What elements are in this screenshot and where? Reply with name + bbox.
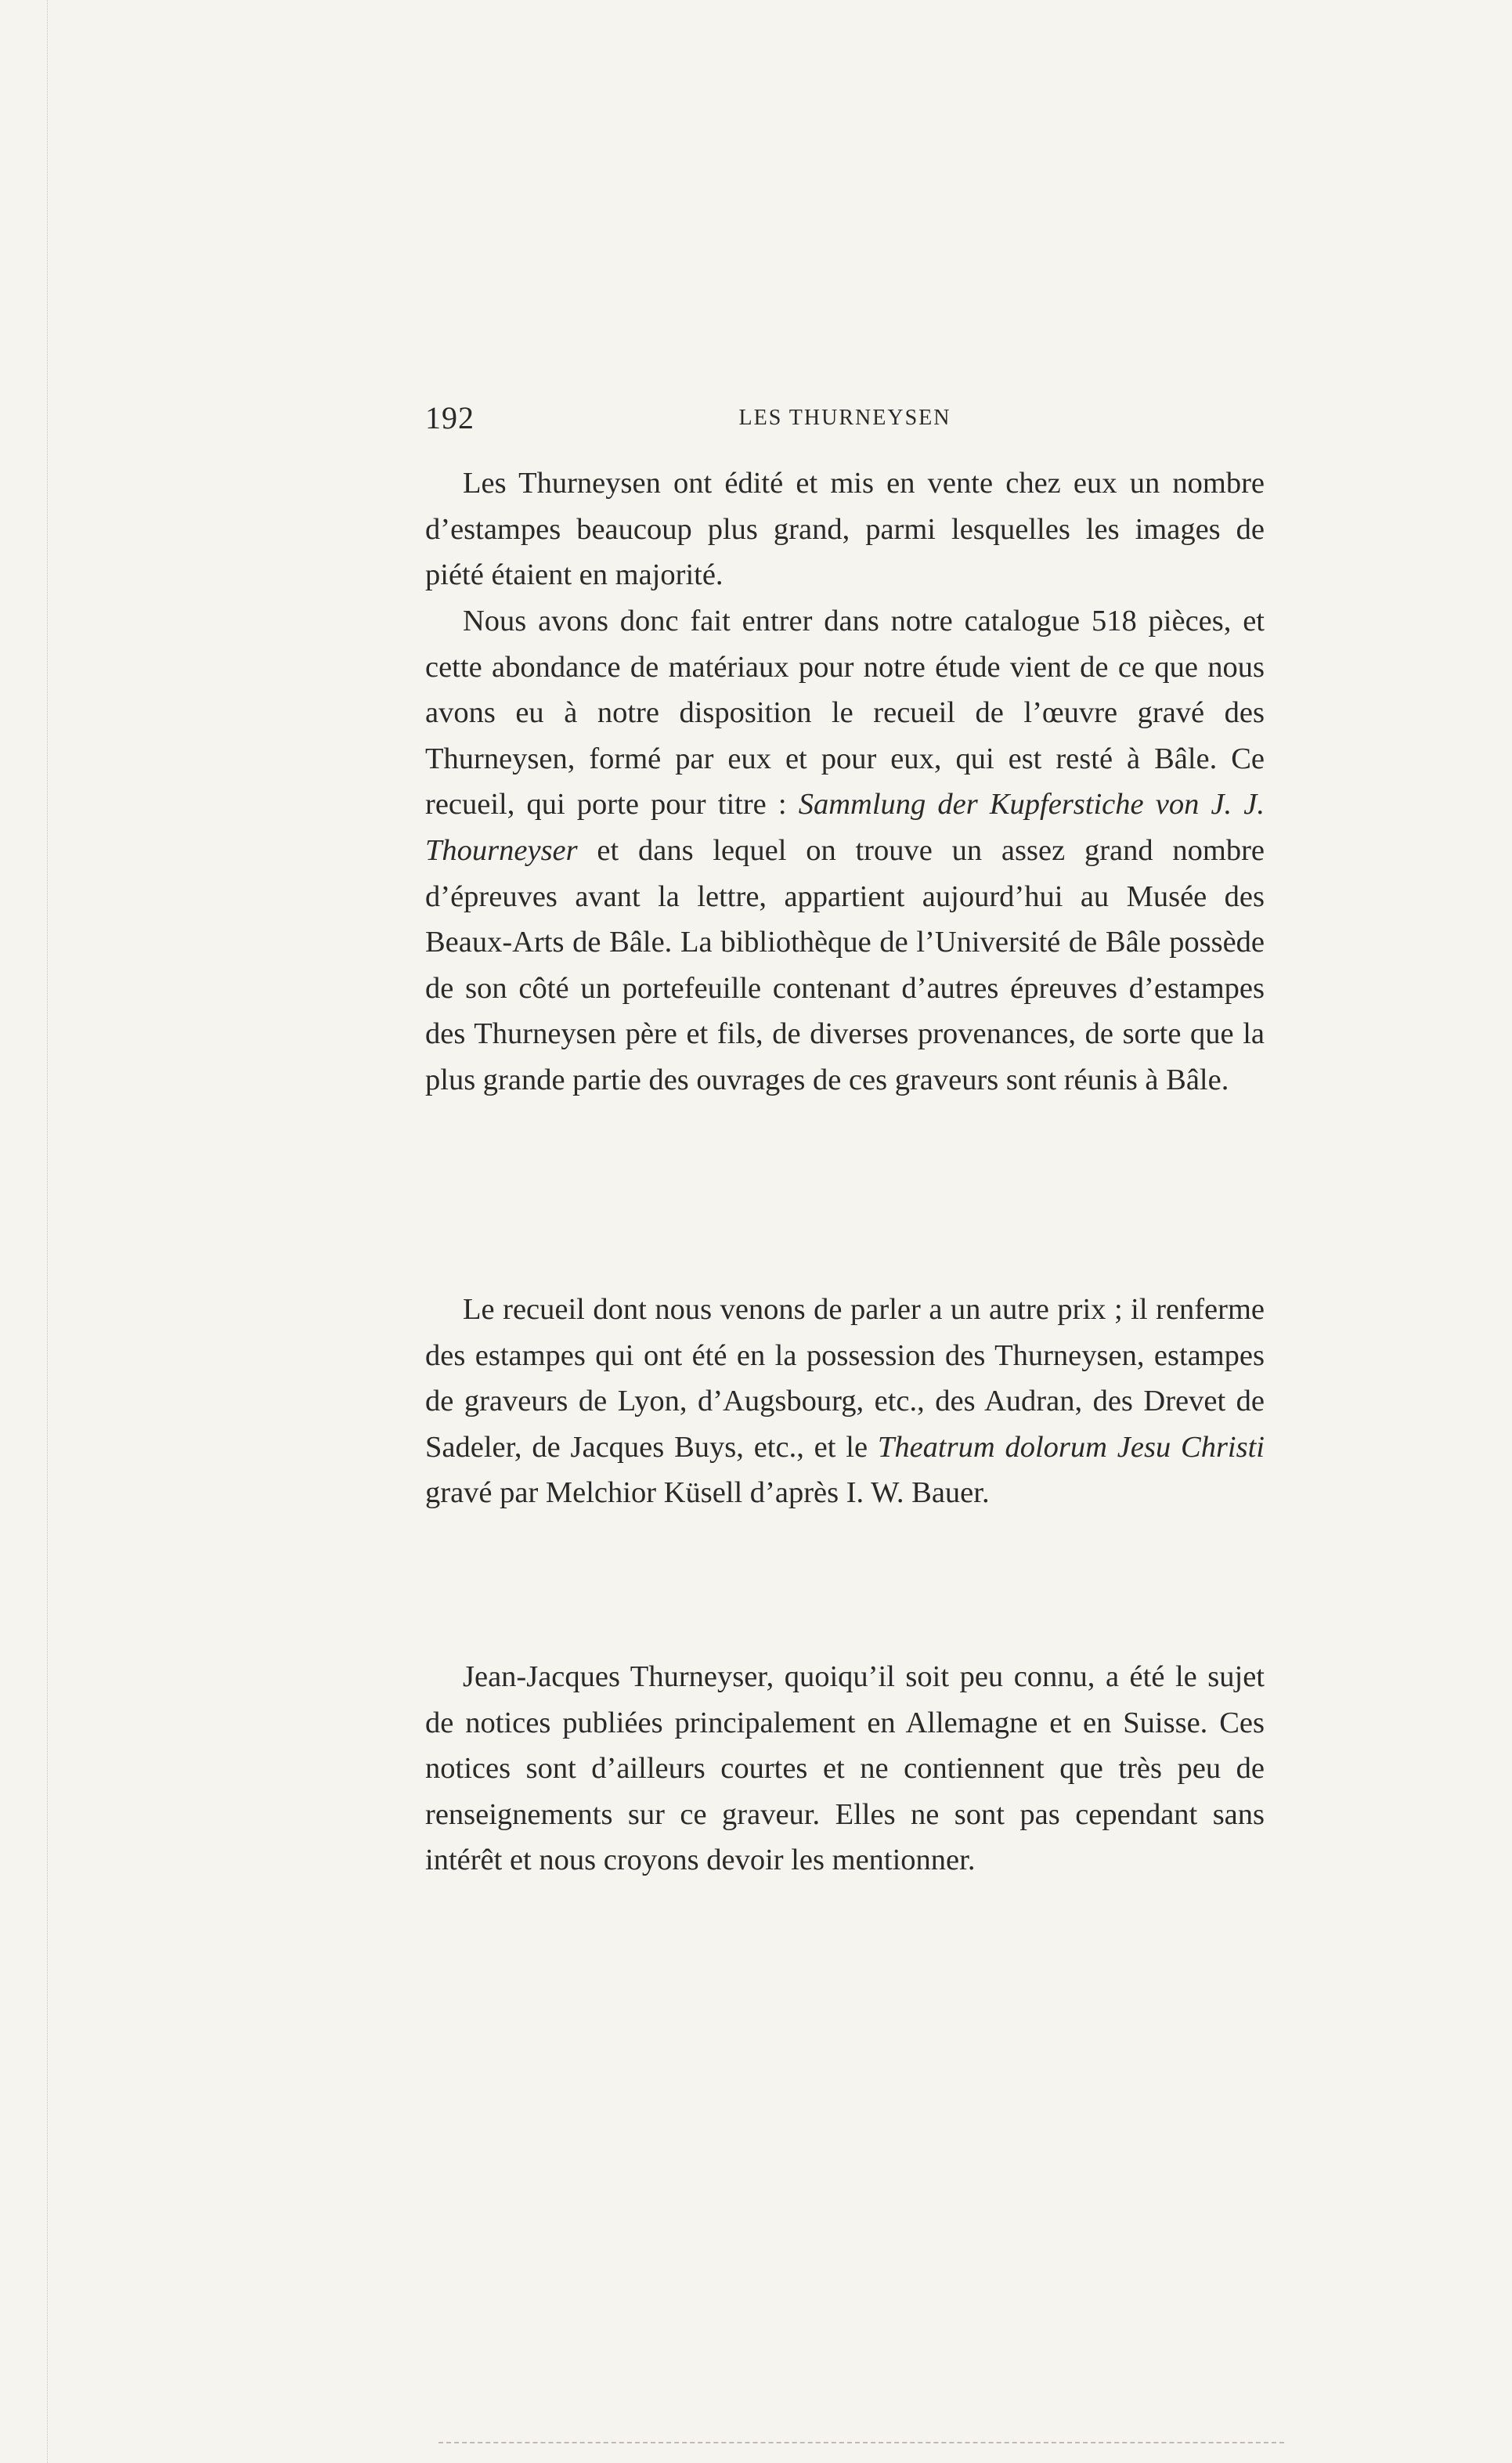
page-binding-edge [0, 0, 48, 2463]
paragraph-2 [425, 598, 1265, 1103]
italic-title-text: Sammlung der Kupferstiche von J. J. Thourneyser [425, 788, 1265, 867]
paragraph-text: Le recueil dont nous venons de parler a un autre prix ; il renferme des estampes qui ont été en la possession des Thurneysen, estampes de graveurs de Lyon, d’Augsbourg, etc., des Audran, des Drevet de Sadeler, de Jacques Buys, etc., et le [425, 1293, 1265, 1464]
italic-title-text: Theatrum dolorum Jesu Christi [877, 1430, 1265, 1464]
paragraph-text: gravé par Melchior Küsell d’après I. W. Bauer. [425, 1476, 990, 1510]
paragraph-text: Les Thurneysen ont édité et mis en vente chez eux un nombre d’estampes beaucoup plus grand, parmi lesquelles les images de piété étaient en majorité. [425, 467, 1265, 592]
running-head [425, 399, 1265, 446]
running-head-title: LES THURNEYSEN [738, 406, 951, 430]
bottom-scan-edge [438, 2442, 1284, 2443]
paragraph-text: et dans lequel on trouve un assez grand nombre d’épreuves avant la lettre, appartient aujourd’hui au Musée des Beaux-Arts de Bâle. La bibliothèque de l’Université de Bâle possède de son côté un portefeuille contenant d’autres épreuves d’estampes des Thurneysen père et fils, de diverses provenances, de sorte que la plus grande partie des ouvrages de ces graveurs sont réunis à Bâle. [425, 833, 1265, 1096]
paragraph-text: Nous avons donc fait entrer dans notre catalogue 518 pièces, et cette abondance de matériaux pour notre étude vient de ce que nous avons eu à notre disposition le recueil de l’œuvre gravé des Thurneysen, formé par eux et pour eux, qui est resté à Bâle. Ce recueil, qui porte pour titre : [425, 605, 1265, 822]
paragraph-text: Jean-Jacques Thurneyser, quoiqu’il soit peu connu, a été le sujet de notices publiées principalement en Allemagne et en Suisse. Ces notices sont d’ailleurs courtes et ne contiennent que très peu de renseignements sur ce graveur. Elles ne sont pas cependant sans intérêt et nous croyons devoir les mentionner. [425, 1660, 1265, 1877]
paragraph-4 [425, 1654, 1265, 1883]
page-number: 192 [425, 400, 475, 435]
paragraph-1 [425, 460, 1265, 598]
paragraph-3 [425, 1287, 1265, 1516]
